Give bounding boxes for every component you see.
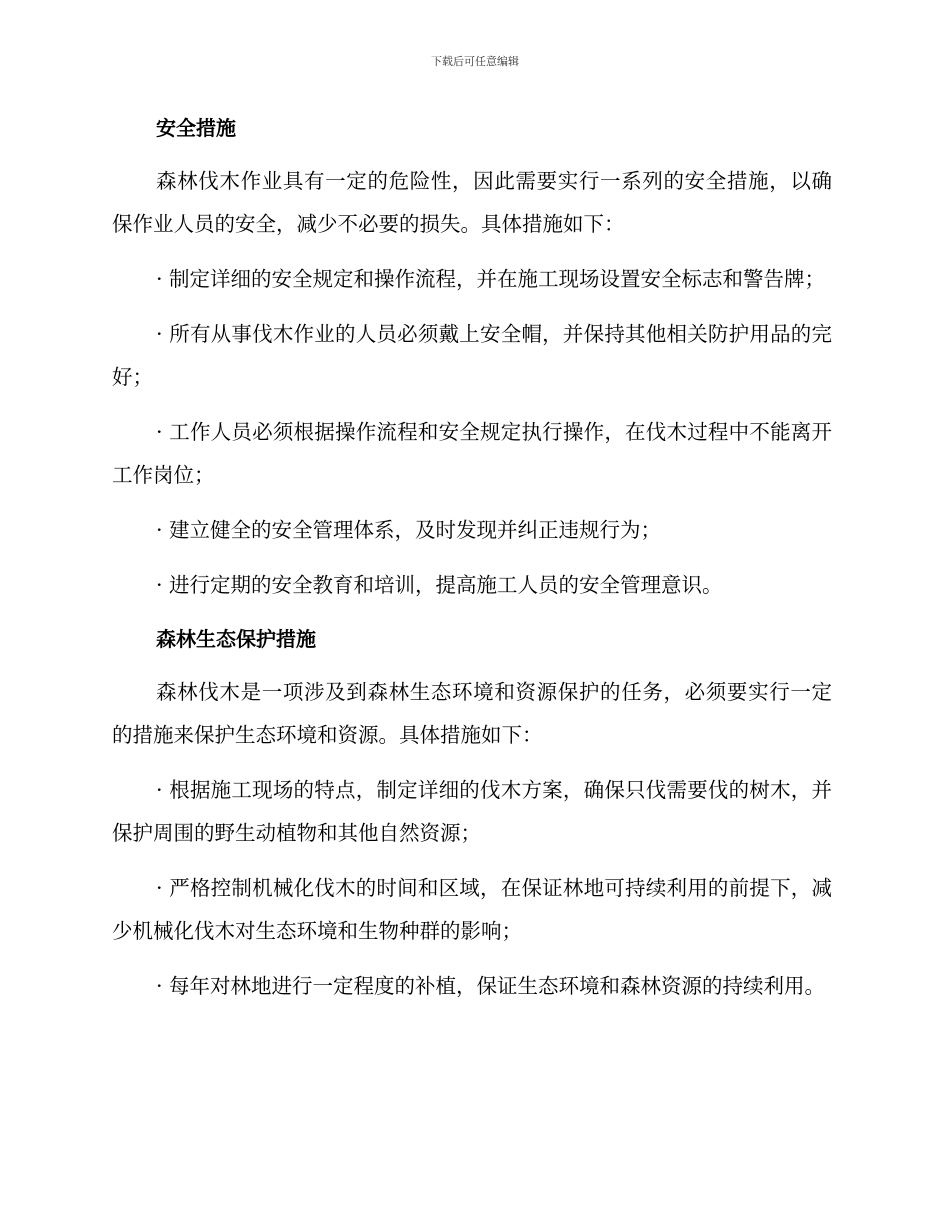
list-item: · 所有从事伐木作业的人员必须戴上安全帽，并保持其他相关防护用品的完好； — [112, 322, 832, 389]
document-body — [112, 108, 832, 1020]
page-header: 下载后可任意编辑 — [431, 55, 519, 68]
list-item: · 建立健全的安全管理体系，及时发现并纠正违规行为； — [156, 518, 662, 542]
section-heading-safety: 安全措施 — [156, 116, 236, 140]
section-intro-ecology: 森林伐木是一项涉及到森林生态环境和资源保护的任务，必须要实行一定的措施来保护生态环境和资源。具体措施如下： — [112, 680, 832, 747]
list-item: · 每年对林地进行一定程度的补植，保证生态环境和森林资源的持续利用。 — [156, 974, 826, 998]
section-heading-ecology: 森林生态保护措施 — [156, 627, 316, 651]
list-item: · 制定详细的安全规定和操作流程，并在施工现场设置安全标志和警告牌； — [156, 267, 826, 291]
list-item: · 进行定期的安全教育和培训，提高施工人员的安全管理意识。 — [156, 573, 723, 597]
list-item: · 根据施工现场的特点，制定详细的伐木方案，确保只伐需要伐的树木，并保护周围的野生动植物和其他自然资源； — [112, 778, 832, 845]
list-item: · 严格控制机械化伐木的时间和区域，在保证林地可持续利用的前提下，减少机械化伐木对生态环境和生物种群的影响； — [112, 876, 832, 943]
section-intro-safety: 森林伐木作业具有一定的危险性，因此需要实行一系列的安全措施，以确保作业人员的安全，减少不必要的损失。具体措施如下： — [112, 169, 832, 236]
list-item: · 工作人员必须根据操作流程和安全规定执行操作，在伐木过程中不能离开工作岗位； — [112, 420, 832, 487]
